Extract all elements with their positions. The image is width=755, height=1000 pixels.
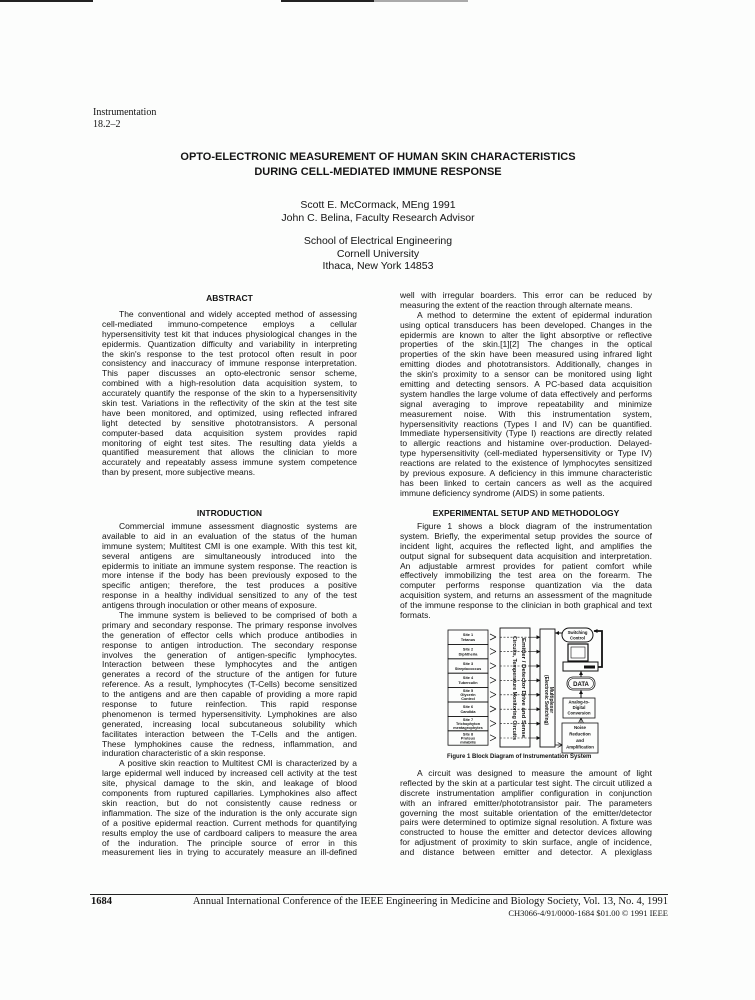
text-line: measuring the extent of the reaction through alternate means.: [400, 299, 633, 310]
text-line: Figure 1 shows a block diagram of the instrumentation: [417, 521, 652, 531]
text-line: has been linked to certain cancers as well as the acquired: [400, 477, 652, 488]
text-line: epidermis to initiate an immune system response. The reaction is: [102, 560, 357, 571]
site-label: Site 1: [462, 633, 474, 637]
text-line: by previous exposure. A deficiency in this immune characteristic: [400, 468, 652, 479]
text-line: to the antigens and are then capable of providing a more rapid: [102, 689, 357, 700]
affiliation-line: Ithaca, New York 14853: [322, 260, 434, 272]
abstract-heading: [102, 293, 357, 303]
text-line: emitting diodes and phototransistors. Additionally, changes in: [400, 359, 652, 370]
text-line: components from ruptured capillaries. Lymphokines also affect: [102, 788, 357, 799]
site-antigen: Tetanus: [460, 638, 476, 642]
site-antigen: mirabilis: [460, 740, 476, 745]
adc-label: Digital: [572, 705, 586, 710]
running-header: [93, 107, 156, 131]
switching-label: Switching: [567, 630, 588, 635]
text-line: reactions are related to the existence of lymphocytes sensitized: [400, 458, 652, 469]
text-line: measurement lies in trying to accurately measure an ill-defined: [102, 847, 357, 858]
site-label: Site 8: [462, 732, 474, 737]
text-line: response in a healthy individual sensitized to any of the test: [102, 590, 357, 601]
text-line: large epidermal well induced by increased cell activity at the test: [102, 768, 357, 779]
title-line: OPTO-ELECTRONIC MEASUREMENT OF HUMAN SKIN CHARACTERISTICS: [180, 151, 576, 163]
text-line: site, physical damage to the skin, and leakage of blood: [102, 778, 357, 789]
affiliation: [0, 235, 755, 273]
site-antigen: Tuberculin: [458, 681, 478, 686]
text-line: discrete instrumentation amplifier configuration in conjunction: [400, 787, 652, 798]
text-line: facilitates interaction between the T-Cells and the antigen.: [102, 728, 357, 739]
copyright-code: CH3066-4/91/0000-1684 $01.00 © 1991 IEEE: [508, 908, 668, 918]
text-line: monitoring of eight test sites. The resulting data yields a: [102, 437, 357, 448]
adc-label: Analog-to-: [568, 699, 590, 705]
text-line: of the induration. The principle source of error in this: [102, 837, 357, 848]
text-line: cell-mediated immuno-competence employs a cellular: [102, 318, 357, 329]
emitter-label: Emitter / Detector Drive and Sense: [520, 638, 526, 720]
section-heading: INTRODUCTION: [196, 508, 263, 518]
text-line: epidermis. Quantization difficulty and variability in interpreting: [102, 338, 357, 349]
text-line: properties of the skin.[1][2] The changes in the optical: [400, 339, 652, 350]
site-label: Site 4: [462, 676, 474, 681]
section-heading: EXPERIMENTAL SETUP AND METHODOLOGY: [432, 508, 620, 518]
circuit-body: [400, 769, 652, 858]
text-line: reflected by the skin at a particular test sight. The circuit utilized a: [400, 777, 652, 788]
text-line: computer performs response quantization via the data: [400, 580, 652, 591]
text-line: have been monitored, and optimized, using reflected infrared: [102, 407, 357, 418]
page-number: 1684: [91, 896, 112, 907]
site-label: Site 2: [462, 647, 474, 652]
switching-control-block: [556, 628, 594, 642]
text-line: formats.: [400, 610, 431, 621]
text-line: for adjustment of proximity to skin surface, angle of incidence,: [400, 837, 652, 848]
experimental-heading: [400, 508, 652, 518]
text-line: reference. As a result, lymphocytes (T-Cells) become sensitized: [102, 679, 357, 690]
site-label: Site 5: [462, 689, 474, 694]
text-line: A positive skin reaction to Multitest CMI is characterized by a: [119, 758, 357, 769]
text-line: available to aid in an evaluation of the status of the human: [102, 530, 357, 541]
text-line: output signal for subsequent data acquisition and interpretation.: [400, 550, 652, 561]
text-line: acquisition system, and returns an assessment of the magnitude: [400, 590, 652, 601]
data-block: [567, 672, 595, 691]
text-line: antigens through inoculation or other means of exposure.: [102, 600, 317, 611]
text-line: the skin's response to the test protocol often result in poor: [102, 348, 357, 359]
text-line: This paper discusses an opto-electronic sensor scheme,: [102, 368, 357, 379]
introduction-continued: [400, 291, 652, 499]
text-line: the skin's proximity to a sensor can be monitored using light: [400, 369, 652, 380]
text-line: The conventional and widely accepted method of assessing: [119, 309, 357, 319]
text-line: results employ the use of cardboard calipers to measure the area: [102, 827, 357, 838]
title-line: DURING CELL-MEDIATED IMMUNE RESPONSE: [254, 166, 502, 178]
text-line: involves the generation of antigen-specific lymphocytes.: [102, 649, 357, 660]
text-line: Commercial immune assessment diagnostic systems are: [119, 521, 357, 531]
text-line: accurately quantify the response of the skin to a hypersensitivity: [102, 388, 357, 399]
site-antigen: Glycerin: [460, 693, 476, 698]
noise-label: Noise: [574, 725, 586, 730]
text-line: primary and secondary response. The primary response involves: [102, 619, 357, 630]
figure-caption: Figure 1 Block Diagram of Instrumentation System: [447, 754, 592, 760]
introduction-heading: [102, 508, 357, 518]
site-antigen: Control: [461, 697, 475, 702]
experimental-body: [400, 522, 652, 621]
abstract-body: [102, 310, 357, 478]
text-line: more intense if the body has been previously exposed to the: [102, 570, 357, 581]
text-line: response to future reinfection. This rapid response: [102, 699, 357, 710]
site-antigen: Diphtheria: [458, 652, 478, 657]
scan-mark: [374, 0, 468, 2]
section-label: Instrumentation: [93, 107, 157, 118]
noise-label: and: [576, 738, 584, 743]
signal-lines: [500, 637, 540, 738]
text-line: quantified measurement that allows the clinician to more: [102, 447, 357, 458]
emitter-label: Circuits, Temperature Monitoring Circuits: [511, 636, 517, 735]
conference-citation: Annual International Conference of the IEEE Engineering in Medicine and Biology Society, Vol. 13, No. 4, 1991: [192, 896, 668, 907]
site-antigen: mentagrophytes: [453, 725, 483, 730]
site-antigen: Candida: [460, 710, 476, 714]
paper-title: [0, 150, 755, 180]
text-line: generated, increasing local subcutaneous solubility which: [102, 718, 357, 729]
text-line: Immediate hypersensitivity (Type I) reactions are directly related: [400, 428, 652, 439]
text-line: properties of the skin have been measured using infrared light: [400, 349, 652, 360]
text-line: governing the most suitable orientation of the emitter/detector: [400, 807, 652, 818]
text-line: with an infrared emitter/phototransistor pair. The parameters: [400, 797, 652, 808]
text-line: hypersensitivity test kit that induces physiological changes in the: [102, 328, 357, 339]
footer-rule: [90, 894, 668, 895]
text-line: system. Briefly, the experimental setup provides the source of: [400, 530, 652, 541]
text-line: of the immune response to the clinician in both graphical and text: [400, 600, 652, 611]
text-line: pairs were determined to optimize signal resolution. A fixture was: [400, 817, 652, 828]
affiliation-line: School of Electrical Engineering: [303, 235, 453, 247]
noise-reduction-block: [555, 719, 598, 754]
multiplexer-label: Multiplexer: [548, 686, 554, 714]
text-line: signal averaging to improve repeatability and minimize: [400, 398, 652, 409]
text-line: induration characteristic of a skin response.: [102, 748, 266, 759]
section-heading: ABSTRACT: [206, 293, 253, 303]
site-antigen: Streptococcus: [454, 666, 482, 671]
text-line: An adjustable armrest provides for patient comfort while: [400, 560, 652, 571]
text-line: The immune system is believed to be comprised of both a: [119, 610, 357, 621]
text-line: inflammation. The size of the induration is the only accurate sign: [102, 807, 357, 818]
noise-label: Amplification: [566, 744, 594, 750]
text-line: well with irregular boarders. This error can be reduced by: [400, 290, 652, 300]
adc-label: Conversion: [567, 710, 591, 716]
text-line: Interaction between these lymphocytes and the antigen: [102, 659, 357, 670]
site-labels: [453, 633, 483, 744]
authors: [0, 199, 755, 225]
site-label: Site 6: [462, 705, 474, 709]
text-line: skin test. Variations in the reflectivity of the skin at the test site: [102, 398, 357, 409]
site-antigen: Trichophyton: [455, 721, 481, 726]
text-line: and distance between emitter and detector. A plexiglass: [400, 847, 652, 858]
text-line: emitting and detecting sensors. A PC-based data acquisition: [400, 379, 652, 390]
site-label: Site 3: [462, 661, 474, 666]
text-line: generates a record of the structure of the antigen for future: [102, 669, 357, 680]
text-line: accurately and repeatably assess immune system competence: [102, 457, 357, 468]
text-line: type hypersensitivity (cell-mediated hypersensitivity or Type IV): [400, 448, 652, 459]
text-line: to allergic reactions and histamine over-production. Delayed-: [400, 438, 652, 449]
adc-block: [563, 691, 595, 719]
text-line: These lymphokines cause the redness, inflammation, and: [102, 738, 357, 749]
text-line: immune system; Multitest CMI is one example. With this test kit,: [102, 540, 357, 551]
text-line: incident light, acquires the reflected light, and amplifies the: [400, 540, 652, 551]
text-line: than by present, more subjective means.: [102, 467, 256, 478]
text-line: using optical transducers has been developed. Changes in the: [400, 319, 652, 330]
data-label: DATA: [573, 682, 589, 688]
text-line: system handles the large volume of data effectively and performs: [400, 388, 652, 399]
text-line: phenomenon is termed hypersensitivity. Lymphokines are also: [102, 708, 357, 719]
text-line: measurement noise. With this instrumentation system,: [400, 408, 652, 419]
introduction-body: [102, 522, 357, 858]
section-code: 18.2–2: [93, 119, 121, 130]
text-line: hypersensitivity reactions (Types I and IV) can be quantified.: [400, 418, 652, 429]
text-line: A method to determine the extent of epidermal induration: [417, 309, 652, 320]
author: John C. Belina, Faculty Research Advisor: [281, 212, 475, 224]
text-line: constructed to house the emitter and detector devices allowing: [400, 827, 652, 838]
multiplexer-block: [540, 629, 555, 747]
author: Scott E. McCormack, MEng 1991: [300, 199, 456, 211]
text-line: immune deficiency syndrome (AIDS) in some patients.: [400, 487, 605, 498]
noise-label: Reduction: [569, 731, 591, 737]
affiliation-line: Cornell University: [336, 247, 420, 260]
multiplexer-label: (Electronic Switching): [543, 675, 549, 728]
scan-mark: [281, 0, 374, 2]
text-line: epidermis are known to alter the light absorptive or reflective: [400, 329, 652, 340]
emitter-detector-block: [500, 628, 530, 747]
text-line: specific antigen; therefore, the test produces a positive: [102, 580, 357, 591]
text-line: consistency and inaccuracy of immune response interpretation.: [102, 358, 357, 369]
text-line: of a positive epidermal reaction. Current methods for quantifying: [102, 817, 357, 828]
site-label: Site 7: [462, 717, 474, 722]
text-line: combined with a high-resolution data acquisition system, to: [102, 378, 357, 389]
block-diagram-figure: [445, 626, 605, 754]
scan-mark: [0, 0, 93, 2]
text-line: several antigens are simultaneously introduced into the: [102, 550, 357, 561]
text-line: light detected by sensitive phototransistors. A personal: [102, 417, 357, 428]
text-line: A circuit was designed to measure the amount of light: [417, 768, 652, 778]
site-antigen: Proteus: [460, 736, 476, 741]
text-line: effectively immobilizing the test area on the forearm. The: [400, 570, 652, 581]
text-line: skin reaction, but do not consistently cause redness or: [102, 797, 357, 808]
text-line: response to antigen introduction. The secondary response: [102, 639, 357, 650]
sensor-icons: [490, 634, 496, 741]
text-line: the generation of effector cells which produce antibodies in: [102, 629, 357, 640]
text-line: computer-based data acquisition system provides rapid: [102, 427, 357, 438]
switching-label: Control: [570, 635, 585, 641]
